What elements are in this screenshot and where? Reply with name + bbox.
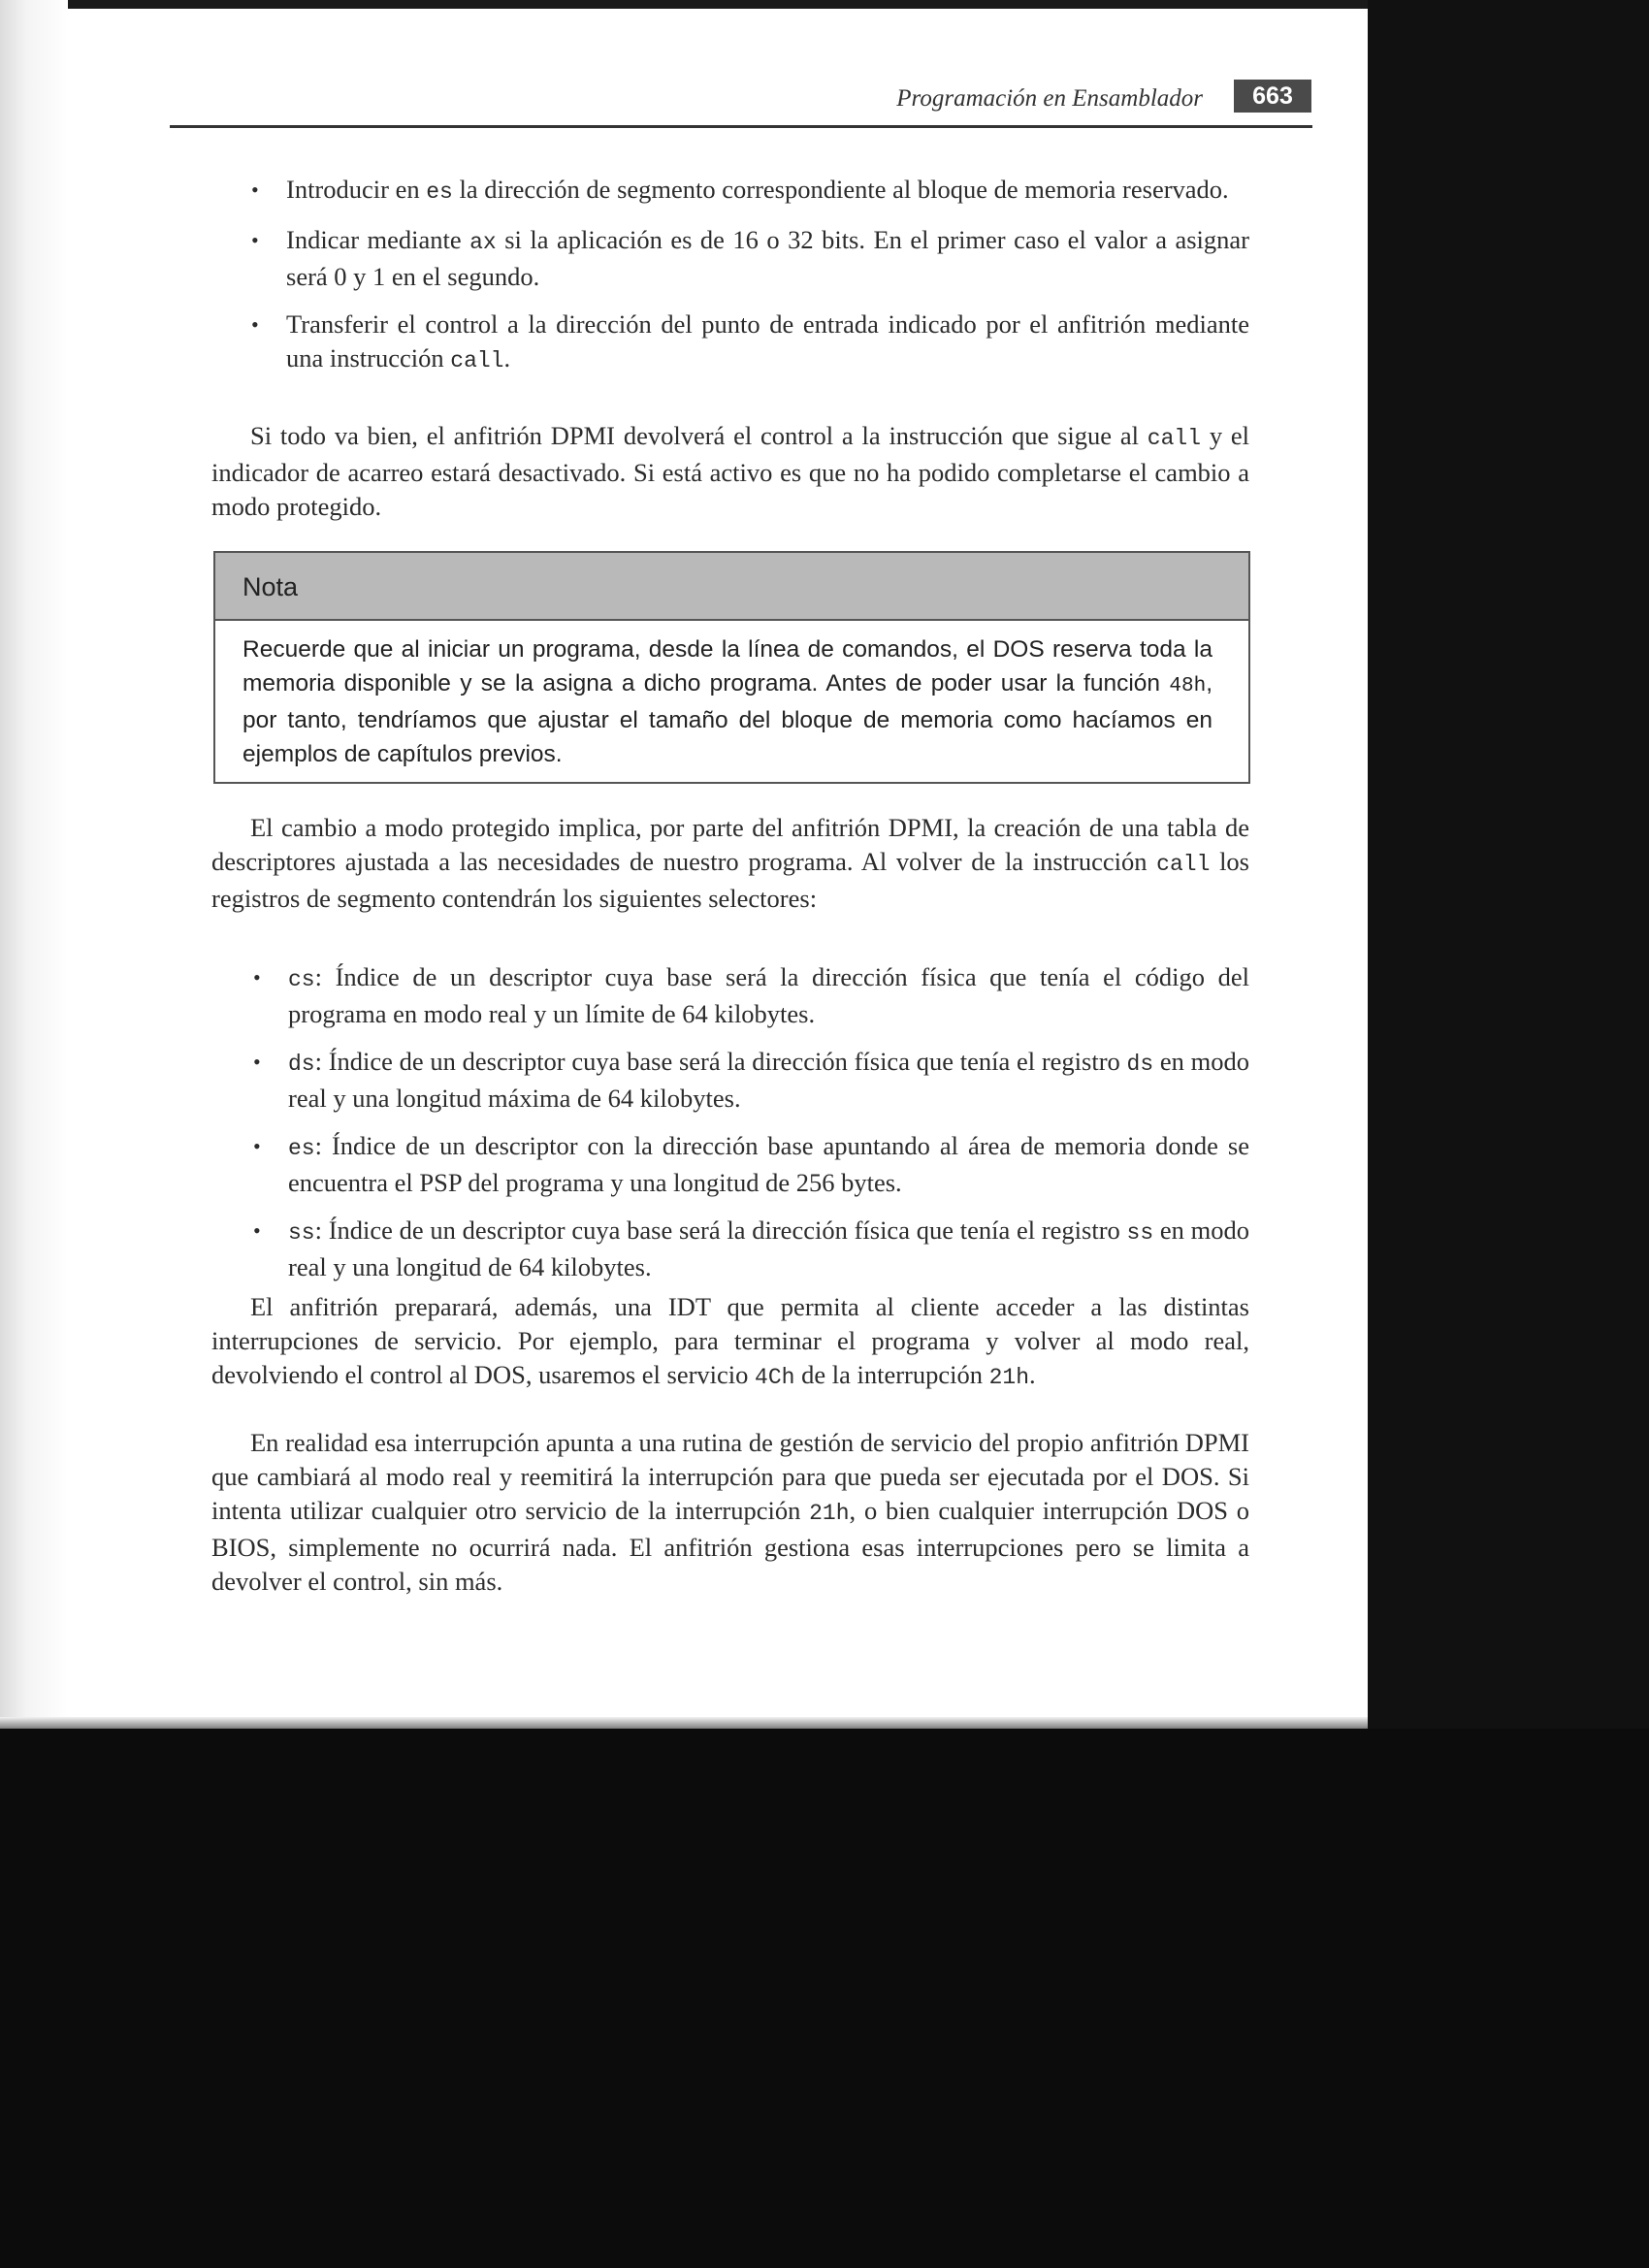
bullet-icon: • — [251, 312, 259, 337]
header-rule — [170, 125, 1312, 128]
bullet-list-steps — [251, 173, 1249, 392]
scan-binding-shadow — [0, 0, 68, 1736]
bullet-icon: • — [253, 965, 261, 989]
list-item: • cs: Índice de un descriptor cuya base será la dirección física que tenía el código del programa en modo real y un límite de 64 kilobytes. — [253, 962, 1249, 1028]
list-item: • Indicar mediante ax si la aplicación es de 16 o 32 bits. En el primer caso el valor a asignar será 0 y 1 en el segundo. — [251, 225, 1249, 291]
paragraph: El cambio a modo protegido implica, por parte del anfitrión DPMI, la creación de una tabla de descriptores ajustada a las necesidades de nuestro programa. Al volver de la instrucción call los registros de segmento contendrán los siguientes selectores: — [211, 813, 1249, 913]
paragraph: El anfitrión preparará, además, una IDT que permita al cliente acceder a las distintas interrupciones de servicio. Por ejemplo, para terminar el programa y volver al modo real, devolviendo el control al DOS, usaremos el servicio 4Ch de la interrupción 21h. — [211, 1292, 1249, 1390]
scan-bottom-background — [0, 1729, 1649, 2268]
paragraph: En realidad esa interrupción apunta a una rutina de gestión de servicio del propio anfitrión DPMI que cambiará al modo real y reemitirá la interrupción para que pueda ser ejecutada por el DOS. Si intenta utilizar cualquier otro servicio de la interrupción 21h, o bien cualquier interrupción DOS o BIOS, simplemente no ocurrirá nada. El anfitrión gestiona esas interrupciones pero se limita a devolver el control, sin más. — [211, 1428, 1250, 1596]
bullet-icon: • — [251, 228, 259, 252]
note-title: Nota — [242, 572, 299, 601]
bullet-list-selectors — [253, 960, 1249, 1298]
note-header — [215, 553, 1248, 621]
bullet-icon: • — [253, 1050, 261, 1074]
running-head: Programación en Ensamblador — [896, 85, 1203, 112]
note-box — [213, 551, 1250, 784]
list-item: • es: Índice de un descriptor con la dirección base apuntando al área de memoria donde se encuentra el PSP del programa y una longitud de 256 bytes. — [253, 1131, 1249, 1197]
list-item: • ds: Índice de un descriptor cuya base será la dirección física que tenía el registro ds en modo real y una longitud máxima de 64 kilobytes. — [253, 1047, 1249, 1113]
paragraph: Si todo va bien, el anfitrión DPMI devolverá el control a la instrucción que sigue al call y el indicador de acarreo estará desactivado. Si está activo es que no ha podido completarse el cambio a modo protegido. — [211, 421, 1250, 521]
bullet-icon: • — [253, 1134, 261, 1158]
list-item: • Transferir el control a la dirección del punto de entrada indicado por el anfitrión mediante una instrucción call. — [251, 309, 1249, 373]
bullet-icon: • — [251, 178, 259, 202]
page-number: 663 — [1234, 80, 1311, 113]
note-text: Recuerde que al iniciar un programa, desde la línea de comandos, el DOS reserva toda la memoria disponible y se la asigna a dicho programa. Antes de poder usar la función 48h, por tanto, tendríamos que ajustar el tamaño del bloque de memoria como hacíamos en ejemplos de capítulos previos. — [242, 636, 1212, 767]
list-item: • ss: Índice de un descriptor cuya base será la dirección física que tenía el registro ss en modo real y una longitud de 64 kilobytes. — [253, 1215, 1249, 1281]
bullet-icon: • — [253, 1218, 261, 1243]
list-item: • Introducir en es la dirección de segmento correspondiente al bloque de memoria reservado. — [251, 175, 1229, 205]
